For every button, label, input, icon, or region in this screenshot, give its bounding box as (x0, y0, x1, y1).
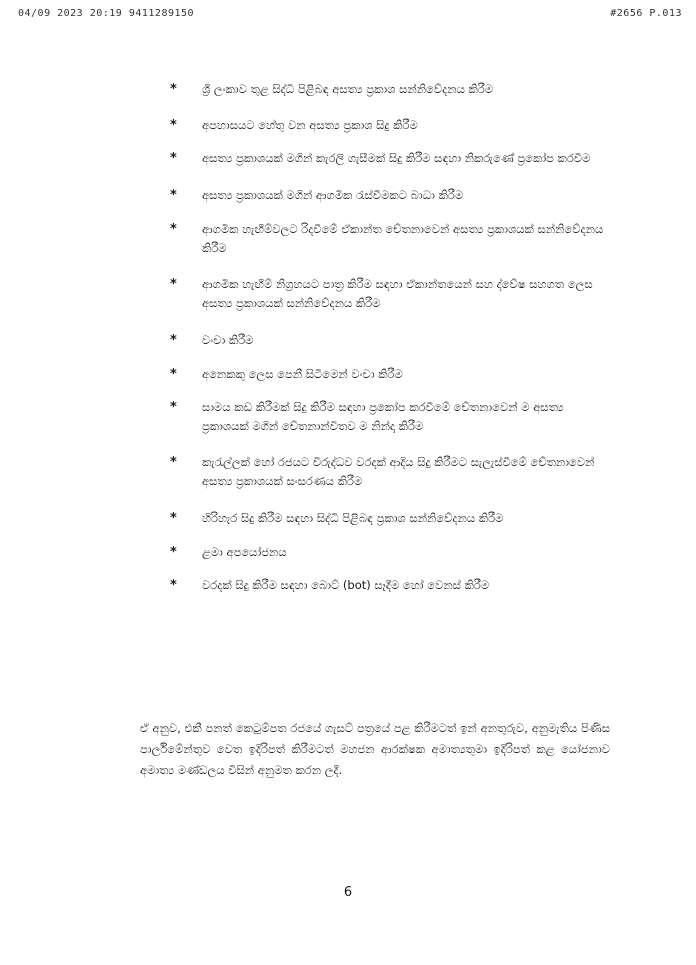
list-item-text: වරදක් සිදු කිරීම සඳහා බොට් (bot) සෑදීම හෝ වෙනස් කිරීම (202, 578, 490, 592)
list-item-text: ආගමික හැඟීම්වලට රිදවීමේ ඒකාන්ත චේතනාවෙන් අසත්‍ය ප්‍රකාශයක් සන්නිවේදනය කිරීම (202, 222, 604, 255)
fax-transmission-info: 04/09 2023 20:19 9411289150 (18, 8, 195, 19)
bullet-star-icon: * (170, 333, 177, 348)
list-item (170, 331, 610, 350)
bullet-star-icon: * (170, 400, 177, 415)
list-item (170, 186, 610, 205)
list-item (170, 453, 610, 491)
bullet-star-icon: * (170, 367, 177, 382)
bullet-star-icon: * (170, 578, 177, 593)
bullet-star-icon: * (170, 188, 177, 203)
bullet-star-icon: * (170, 118, 177, 133)
fax-header (0, 8, 696, 22)
list-item (170, 509, 610, 528)
bullet-star-icon: * (170, 222, 177, 237)
page-number: 6 (343, 885, 353, 900)
conclusion-paragraph: ඒ අනුව, එකී පනත් කෙටුම්පත රජයේ ගැසට් පත්‍රයේ පළ කිරීමටත් ඉන් අනතුරුව, අනුමැතිය පිණිස පාර්ලිමේන්තුව වෙත ඉදිරිපත් කිරීමටත් මහජන ආරක්ෂක අමාත්‍යතුමා ඉදිරිපත් කළ යෝජනාව අමාත්‍ය මණ්ඩලය විසින් අනුමත කරන ලදී. (140, 721, 610, 777)
list-item-text: ආගමික හැඟීම් නිග්‍රහයට පාත්‍ර කිරීම සඳහා ඒකාන්තයෙන් සහ ද්වේෂ සහගත ලෙස අසත්‍ය ප්‍රකාශයක් සන්නිවේදනය කිරීම (202, 277, 593, 310)
list-item-text: වංචා කිරීම (202, 333, 254, 347)
bullet-star-icon: * (170, 455, 177, 470)
list-item-text: ශ්‍රී ලංකාව තුළ සිද්ධි පිළිබඳ අසත්‍ය ප්‍රකාශ සන්නිවේදනය කිරීම (202, 82, 494, 96)
list-item (170, 220, 610, 258)
list-item-text: අනෙකකු ලෙස පෙනී සිටීමෙන් වංචා කිරීම (202, 367, 403, 381)
list-item (170, 80, 610, 99)
list-item (170, 365, 610, 384)
list-item (170, 543, 610, 562)
list-item (170, 275, 610, 313)
list-item-text: අසත්‍ය ප්‍රකාශයක් මගින් කැරලි ගැසීමක් සිදු කිරීම සඳහා නිකරුණේ ප්‍රකෝප කරවීම (202, 151, 591, 165)
bullet-star-icon: * (170, 151, 177, 166)
bullet-star-icon: * (170, 82, 177, 97)
list-item-text: ළමා අපයෝජනය (202, 545, 287, 559)
list-item (170, 398, 610, 436)
bullet-star-icon: * (170, 511, 177, 526)
list-item-text: අසත්‍ය ප්‍රකාශයක් මගින් ආගමික රැස්වීමකට බාධා කිරීම (202, 188, 464, 202)
fax-page-info: #2656 P.013 (610, 8, 682, 19)
list-item (170, 576, 610, 595)
list-item (170, 116, 610, 135)
list-item (170, 149, 610, 168)
offence-list (170, 80, 610, 595)
bullet-star-icon: * (170, 277, 177, 292)
list-item-text: සාමය කඩ කිරීමක් සිදු කිරීම සඳහා ප්‍රකෝප කරවීමේ චේතනාවෙන් ම අසත්‍ය ප්‍රකාශයක් මගින් චේතනාන්විතව ම නින්දා කිරීම (202, 400, 564, 433)
list-item-text: කැරැල්ලක් හෝ රජයට විරුද්ධව වරදක් ආදිය සිදු කිරීමට සැලැස්වීමේ චේතනාවෙන් අසත්‍ය ප්‍රකාශයක් සංසරණය කිරීම (202, 455, 595, 488)
bullet-star-icon: * (170, 545, 177, 560)
list-item-text: අපහාසයට හේතු වන අසත්‍ය ප්‍රකාශ සිදු කිරීම (202, 118, 418, 132)
list-item-text: හිරිහැර සිදු කිරීම සඳහා සිද්ධි පිළිබඳ ප්‍රකාශ සන්නිවේදනය කිරීම (202, 511, 504, 525)
